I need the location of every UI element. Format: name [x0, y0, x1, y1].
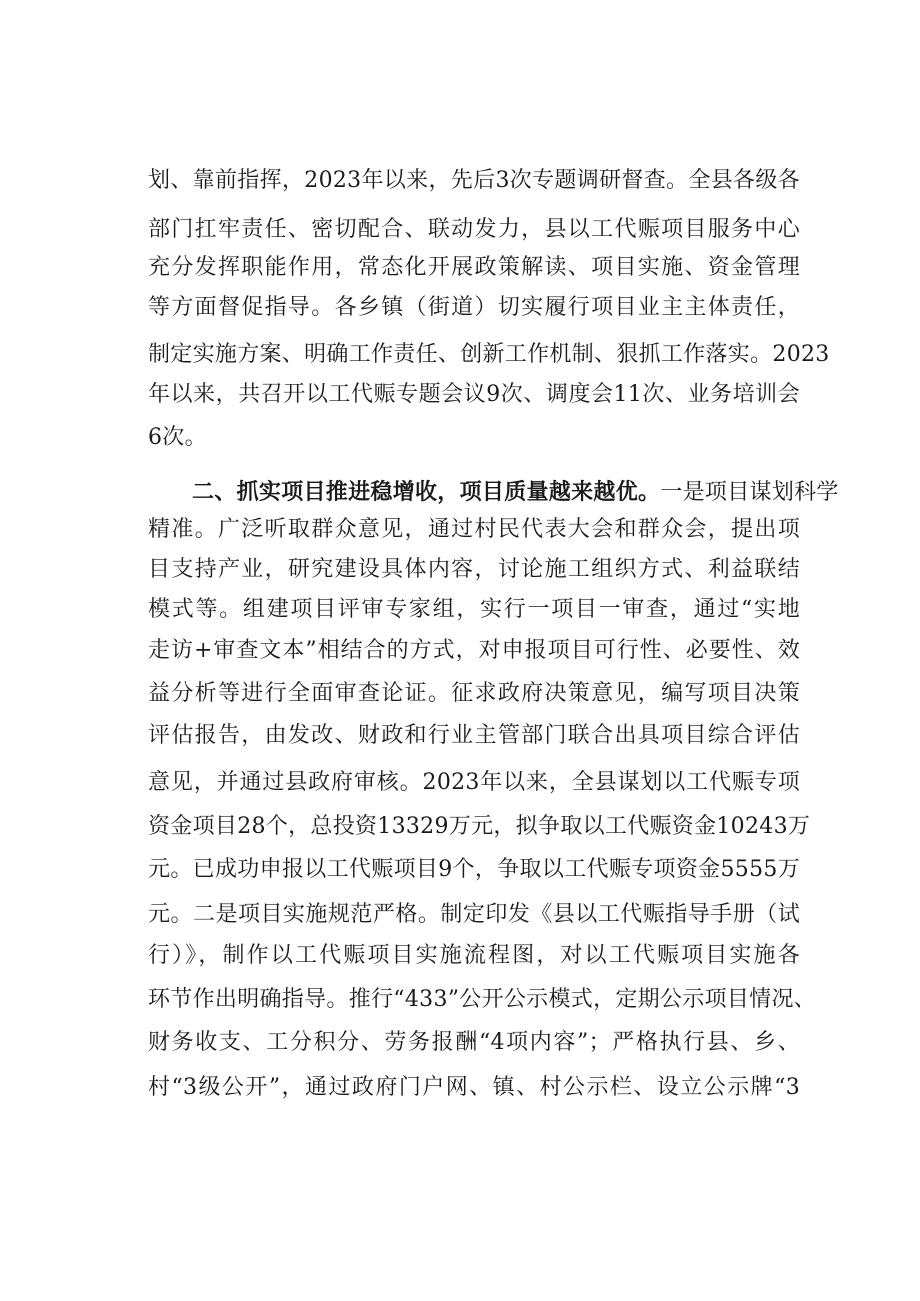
paragraph-line: 行）》，制作以工代赈项目实施流程图，对以工代赈项目实施各 [148, 943, 800, 968]
paragraph-line: 6次。 [148, 425, 207, 450]
paragraph-line: 环节作出明确指导。推行“433”公开公示模式，定期公示项目情况、 [148, 987, 817, 1012]
paragraph-line: 益分析等进行全面审查论证。征求政府决策意见，编写项目决策 [148, 681, 800, 706]
paragraph-line: 等方面督促指导。各乡镇（街道）切实履行项目业主主体责任， [148, 295, 800, 320]
paragraph-line: 制定实施方案、明确工作责任、创新工作机制、狠抓工作落实。2023 [148, 342, 830, 367]
paragraph-line: 划、靠前指挥，2023年以来，先后3次专题调研督查。全县各级各 [148, 168, 800, 193]
paragraph-line: 目支持产业，研究建设具体内容，讨论施工组织方式、利益联结 [148, 557, 800, 582]
paragraph-line: 精准。广泛听取群众意见，通过村民代表大会和群众会，提出项 [148, 517, 800, 542]
paragraph-line: 元。二是项目实施规范严格。制定印发《县以工代赈指导手册（试 [148, 902, 800, 927]
paragraph-line: 财务收支、工分积分、劳务报酬“4项内容”；严格执行县、乡、 [148, 1030, 800, 1055]
paragraph-line: 村“3级公开”，通过政府门户网、镇、村公示栏、设立公示牌“3 [148, 1075, 800, 1100]
paragraph-line: 模式等。组建项目评审专家组，实行一项目一审查，通过“实地 [148, 597, 800, 622]
section-heading: 二、抓实项目推进稳增收，项目质量越来越优。 [192, 479, 661, 505]
paragraph-line: 元。已成功申报以工代赈项目9个，争取以工代赈专项资金5555万 [148, 857, 800, 882]
paragraph-line: 走访+审查文本”相结合的方式，对申报项目可行性、必要性、效 [148, 638, 800, 663]
paragraph-line: 资金项目28个，总投资13329万元，拟争取以工代赈资金10243万 [148, 814, 811, 839]
paragraph-text: 一是项目谋划科学 [660, 480, 839, 505]
paragraph-line: 意见，并通过县政府审核。2023年以来，全县谋划以工代赈专项 [148, 770, 800, 795]
paragraph-line: 部门扛牢责任、密切配合、联动发力，县以工代赈项目服务中心 [148, 217, 800, 242]
paragraph-line: 充分发挥职能作用，常态化开展政策解读、项目实施、资金管理 [148, 255, 800, 280]
paragraph-line: 评估报告，由发改、财政和行业主管部门联合出具项目综合评估 [148, 723, 800, 748]
paragraph-line: 年以来，共召开以工代赈专题会议9次、调度会11次、业务培训会 [148, 382, 800, 407]
section-heading-line [192, 475, 839, 510]
